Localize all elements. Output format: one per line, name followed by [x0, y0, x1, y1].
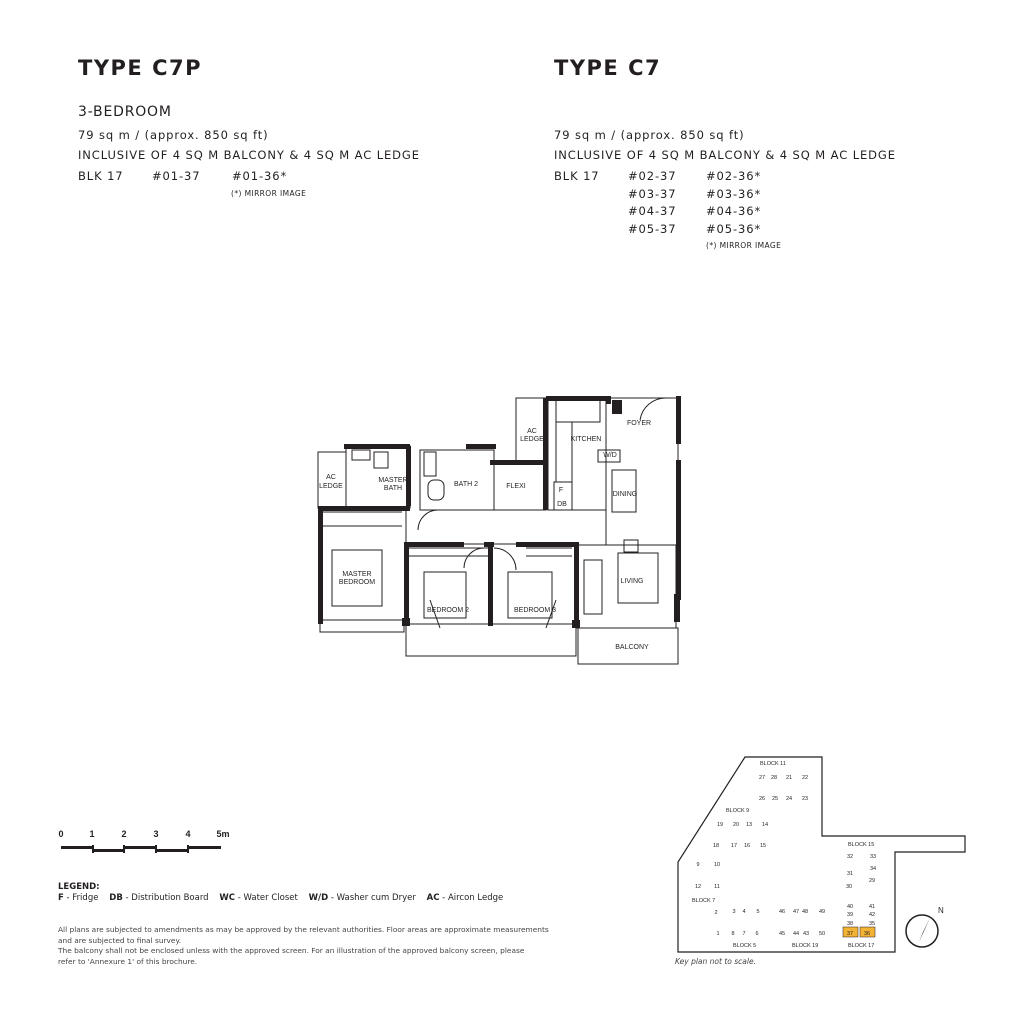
unit-number-label: 37 [846, 931, 854, 937]
unit-number-label: 4 [742, 909, 746, 915]
unit-number: #01-37 [152, 169, 201, 183]
unit-number-label: 44 [792, 931, 800, 937]
legend-key: W/D [308, 893, 329, 903]
unit-number-label: 5 [756, 909, 760, 915]
master-bedroom-label: MASTER [342, 571, 372, 578]
fridge-label: F [558, 487, 564, 494]
bedroom2-label: BEDROOM 2 [426, 607, 470, 614]
left-units-a [152, 169, 200, 187]
left-blk: BLK 17 [78, 169, 124, 183]
unit-number-label: 23 [801, 796, 809, 802]
unit-number: #04-36* [706, 204, 762, 218]
balcony-label: BALCONY [615, 644, 649, 651]
compass-icon [906, 906, 944, 947]
block-label: BLOCK 5 [733, 943, 757, 949]
ac-ledge-top-label-2: LEDGE [520, 436, 544, 443]
bath2-label: BATH 2 [454, 481, 478, 488]
dining-label: DINING [612, 491, 638, 498]
scale-tick-label: 1 [89, 829, 95, 839]
unit-number: #01-36* [232, 169, 288, 183]
bedroom3-label: BEDROOM 3 [513, 607, 557, 614]
legend-key: AC [426, 893, 440, 903]
type-c7-title: TYPE C7 [554, 56, 662, 80]
unit-number-label: 10 [713, 862, 721, 868]
type-c7p-title: TYPE C7P [78, 56, 202, 80]
unit-number: #05-37 [628, 221, 677, 236]
unit-number-label: 30 [845, 884, 853, 890]
unit-number: #02-36* [706, 169, 762, 183]
unit-number-label: 2 [714, 910, 718, 916]
ac-ledge-top-label: AC [527, 428, 537, 435]
block-label: BLOCK 9 [726, 808, 750, 814]
unit-number-label: 28 [770, 775, 778, 781]
legend-desc: Water Closet [243, 893, 298, 903]
floor-plan [300, 385, 710, 675]
unit-number-label: 49 [818, 909, 826, 915]
unit-number-label: 20 [732, 822, 740, 828]
block-label: BLOCK 17 [848, 943, 875, 949]
legend-desc: Distribution Board [131, 893, 209, 903]
unit-number-label: 39 [846, 912, 854, 918]
ac-ledge-left-label-2: LEDGE [319, 483, 343, 490]
unit-number-label: 22 [801, 775, 809, 781]
master-bedroom-label-2: BEDROOM [338, 579, 376, 586]
unit-number-label: 17 [730, 843, 738, 849]
unit-number-label: 33 [869, 854, 877, 860]
key-plan [672, 754, 972, 969]
unit-number: #04-37 [628, 204, 677, 218]
flexi-label: FLEXI [506, 483, 526, 490]
legend-desc: Fridge [72, 893, 99, 903]
note-line: The balcony shall not be enclosed unless with the approved screen. For an illustration of the approved balcony screen, please [58, 946, 525, 955]
keyplan-caption: Key plan not to scale. [675, 957, 756, 966]
note-line: All plans are subjected to amendments as may be approved by the relevant authorities. Floor areas are approximate measurements [58, 925, 549, 934]
block-label: BLOCK 11 [760, 761, 786, 767]
unit-number-label: 45 [778, 931, 786, 937]
unit-number-label: 7 [742, 931, 746, 937]
legend-items: F - Fridge DB - Distribution Board WC - Water Closet W/D - Washer cum Dryer AC - Aircon Ledge [58, 893, 504, 903]
scale-tick-label: 4 [185, 829, 191, 839]
master-bath-label-2: BATH [383, 485, 403, 492]
right-inclusive: INCLUSIVE OF 4 SQ M BALCONY & 4 SQ M AC LEDGE [554, 148, 896, 162]
unit-number-label: 29 [868, 878, 876, 884]
unit-number: #03-36* [706, 186, 762, 201]
note-line: refer to 'Annexure 1' of this brochure. [58, 956, 198, 966]
unit-number: #05-36* [706, 221, 762, 236]
scale-tick-label: 5m [216, 829, 230, 839]
unit-number: #02-37 [628, 169, 677, 183]
unit-number-label: 25 [771, 796, 779, 802]
scale-tick-label: 0 [58, 829, 64, 839]
unit-number-label: 18 [712, 843, 720, 849]
right-units-a [628, 169, 676, 239]
unit-number-label: 11 [714, 884, 720, 890]
unit-number-label: 26 [758, 796, 766, 802]
unit-number-label: 43 [802, 931, 810, 937]
bedroom-label: 3-BEDROOM [78, 104, 172, 120]
compass-north-label: N [938, 906, 944, 915]
legend-key: DB [109, 893, 123, 903]
right-blk: BLK 17 [554, 169, 600, 183]
unit-number-label: 31 [846, 871, 854, 877]
unit-number-label: 15 [759, 843, 767, 849]
unit-number-label: 34 [869, 866, 877, 872]
left-units-b [232, 169, 287, 187]
unit-number-label: 42 [868, 912, 876, 918]
block-label: BLOCK 15 [848, 842, 875, 848]
unit-number-label: 47 [792, 909, 800, 915]
unit-number-label: 27 [758, 775, 766, 781]
unit-number-label: 40 [846, 904, 854, 910]
block-label: BLOCK 19 [792, 943, 819, 949]
db-label: DB [557, 501, 567, 508]
unit-number-label: 21 [785, 775, 793, 781]
right-mirror-note: (*) MIRROR IMAGE [706, 241, 782, 250]
note-line: and are subjected to final survey. [58, 935, 182, 945]
left-mirror-note: (*) MIRROR IMAGE [231, 189, 307, 198]
unit-number-label: 35 [868, 921, 876, 927]
legend-heading: LEGEND: [58, 882, 100, 892]
right-area: 79 sq m / (approx. 850 sq ft) [554, 128, 745, 142]
disclaimer-notes [58, 925, 598, 967]
legend-key: F [58, 893, 64, 903]
scale-tick-label: 2 [121, 829, 127, 839]
unit-number-label: 9 [696, 862, 700, 868]
unit-number-label: 12 [694, 884, 702, 890]
scale-tick-label: 3 [153, 829, 159, 839]
legend-key: WC [219, 893, 236, 903]
unit-number-label: 19 [716, 822, 724, 828]
unit-number-label: 6 [755, 931, 759, 937]
left-area: 79 sq m / (approx. 850 sq ft) [78, 128, 269, 142]
unit-number-label: 1 [716, 931, 720, 937]
master-bath-label: MASTER [378, 477, 408, 484]
unit-number-label: 13 [745, 822, 753, 828]
ac-ledge-left-label: AC [326, 474, 336, 481]
legend-desc: Aircon Ledge [447, 893, 504, 903]
scale-bar [55, 826, 230, 858]
living-label: LIVING [620, 578, 644, 585]
unit-number-label: 41 [868, 904, 876, 910]
unit-number-label: 14 [761, 822, 769, 828]
foyer-label: FOYER [626, 420, 652, 427]
block-label: BLOCK 7 [692, 898, 716, 904]
unit-number-label: 36 [863, 931, 871, 937]
unit-number: #03-37 [628, 186, 677, 201]
unit-number-label: 46 [778, 909, 786, 915]
legend-desc: Washer cum Dryer [336, 893, 416, 903]
unit-number-label: 38 [846, 921, 854, 927]
unit-number-label: 16 [743, 843, 751, 849]
right-units-b [706, 169, 761, 239]
unit-number-label: 32 [846, 854, 854, 860]
unit-number-label: 8 [731, 931, 735, 937]
kitchen-label: KITCHEN [570, 436, 602, 443]
left-inclusive: INCLUSIVE OF 4 SQ M BALCONY & 4 SQ M AC LEDGE [78, 148, 420, 162]
unit-number-label: 24 [785, 796, 793, 802]
unit-number-label: 50 [818, 931, 826, 937]
unit-number-label: 48 [801, 909, 809, 915]
wd-label: W/D [603, 452, 617, 459]
unit-number-label: 3 [732, 909, 736, 915]
